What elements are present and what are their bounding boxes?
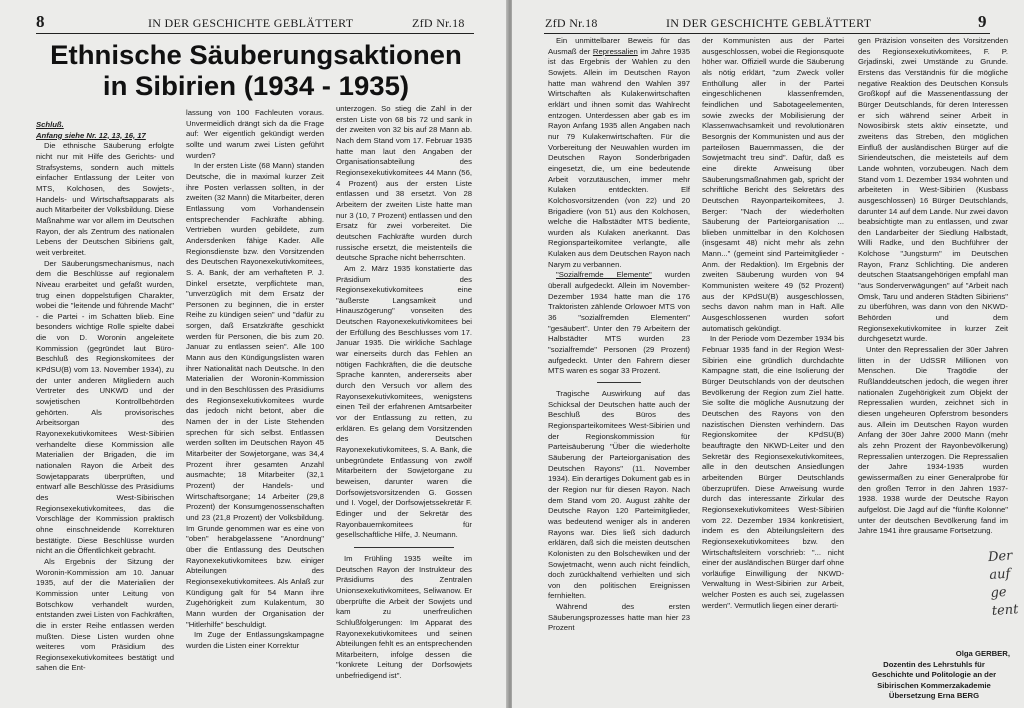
- left-issue-label: ZfD Nr.18: [412, 16, 465, 30]
- left-page: [0, 0, 508, 708]
- paragraph: gen Präzision vonseiten des Vorsitzenden des Regionsexekutivkomitees, F. P. Grjadinski, zwei Umstände zu Grunde. Erstens das Verständnis für die mögliche negative Reaktion des Deutschen Konsuls Großkopf auf die Massenentlassung der Bürger Deutschlands, für deren Interessen er sich während seiner Arbeit in Nowosibirsk stets aktiv einsetzte, und zweitens das Streben, den möglichen Einfluß der ausländischen Bürger auf die Siriendeutschen, die meisteteils auf dem Lande wohnten, vorzubeugen. Nach dem Stand vom 1. Dezember 1934 wohnten und arbeiteten in West-Sibirien (Kusbass ausgeschlossen) 16 Bürger Deutschlands, darunter 14 auf dem Lande. Nur zwei davon beabsichtigte man zu entlassen, und zwar den Landarbeiter der Siedlung Halbstadt, Willi Radke, und den Buchführer der Kolchose "Jungsturm" im Deutschen Rayon, Franz Schlichting. Die anderen deutschen Staatsangehörigen empfahl man "aus Sonderverwägungen" auf "Arbeit nach Omsk, Taru und anderen Städten Sibiriens" zu überführen, was dann von den NKWD-Behörden und dem Regionsexekutivkomitee in kurzer Zeit durchgesetzt wurde.: [858, 36, 1008, 344]
- paragraph: Die ethnische Säuberung erfolgte nicht nur mit Hilfe des Gerichts- und Strafsystems, sondern auch mittels einfacher Entlassung der Leiter von MTS, Kolchosen, des Sowjets-, Handels- und Wirtschaftsapparats als auch Mitarbeiter der Volksbildung. Diese Maßnahme war vor allem im Deutschen Rayon, der als Zentrum des nationalen Lebens der Deutschen Sibiriens galt, weit verbreitet.: [36, 141, 174, 257]
- continuation-reference: Anfang siehe Nr. 12, 13, 16, 17: [36, 130, 146, 140]
- author-title-1: Dozentin des Lehrstuhls für: [883, 659, 985, 669]
- left-page-number: 8: [36, 12, 45, 31]
- right-column-1: [548, 36, 690, 700]
- right-header-rule: [544, 33, 990, 34]
- left-header-rule: [36, 33, 474, 34]
- paragraph: Während des ersten Säuberungsprozesses hatte man hier 23 Prozent: [548, 602, 690, 633]
- paragraph: Unter den Repressalien der 30er Jahren litten in der UdSSR Millionen von Menschen. Die Tragödie der Rußlanddeutschen jedoch, die wegen ihrer nationalen Zugehörigkeit zum Objekt der Repressalien wurden, zeichnet sich in diesen ungeheuren Opferstrom besonders aus. Allein im Deutschen Rayon wurden Anfang der 30er Jahre 2000 Mann (mehr als zehn Prozent der Rayonbevölkerung) Repressalien unterzogen. Die Repressalien der Jahre 1934-1935 wurden gewissermaßen zu einer Generalprobe für den großen Terror in den Jahren 1937-1938. 1938 wurde der Deutsche Rayon aufgelöst. Die Jagd auf die "fünfte Kolonne" unter der deutschen Bevölkerung fand im Jahre 1941 ihre grausame Fortsetzung.: [858, 345, 1008, 536]
- paragraph: [548, 270, 690, 377]
- paragraph-text: Ein unmittelbarer Beweis für das Ausmaß der: [548, 36, 690, 56]
- paragraph: Im Zuge der Entlassungskampagne wurden die Listen einer Korrektur: [186, 630, 324, 650]
- article-headline: [32, 40, 481, 102]
- left-running-head: [0, 14, 508, 34]
- section-divider: [354, 547, 454, 548]
- author-title-2: Geschichte und Politologie an der: [871, 670, 997, 679]
- paragraph: der Kommunisten aus der Partei ausgeschlossen, wobei die Regionsquote höher war. Offiziell wurde die Säuberung als nötig erklärt, "zum Zweck voller Enthüllung aller in der Partei eingeschlichenen klassenfremden, feindlichen und Sabotageelementen, sowie zwecks der Mobilisierung der Klassenwachsamkeit und revolutionären Besorgnis der Kommunisten und aus der parteilosen Bauernmassen, die der Sowjetmacht treu sind". Dafür, daß es eine direkte Anweisung über Säuberungsmaßnahmen gab, spricht der schriftliche Bericht des Sekretärs des Deutschen Rayonparteikomitees, J. Berger: "Nach der wiederholten Säuberung der Parteiorganisation ... blieben unmittelbar in den Kolchosen (insgesamt 48) nicht mehr als zehn Mann..." (gemeint sind Parteimitglieder - Anm. der Redaktion). Im Ergebnis der zweiten Säuberung wurden von 94 Kommunisten weitere 49 (52 Prozent) aus der KPdSU(B) ausgeschlossen, sechs davon nahm man in Haft. Alle Ausgeschlossenen wurden sofort automatisch gekündigt.: [702, 36, 844, 333]
- underlined-term: "Sozialfremde Elemente": [556, 270, 652, 280]
- paragraph: unterzogen. So stieg die Zahl in der ersten Liste von 68 bis 72 und sank in der zweiten von 32 bis auf 28 Mann ab. Nach dem Stand vom 17. Februar 1935 hatte man laut den Angaben der Organisationsabteilung des Regionsexekutivkomitees 44 Mann (56, 4 Prozent) aus der ersten Liste entlassen und 38 ersetzt. Von 28 Arbeitern der zweiten Liste hatte man nur 3 (10, 7 Prozent) entlassen und den Ersatz für zwei vorbereitet. Die deutschen Fachkräfte wurden durch russische ersetzt, die meistenteils die deutsche Sprache nicht beherrschten.: [336, 104, 472, 263]
- underlined-term: Repressalien: [592, 46, 638, 56]
- paragraph: Am 2. März 1935 konstatierte das Präsidium des Regionsexekutivkomitees eine "äußerste Langsamkeit und Hinauszögerung" vonseiten des Deutschen Rayonexekutivkomitees bei der Erfüllung des Beschlusses vom 17. Januar 1935. Die wirkliche Sachlage war einerseits durch das Fehlen an nötigen Fachkräften, die die deutsche Sprache kannten, andererseits aber durch den Versuch vor allem des Rayonsexekutivkomitees, wenigstens einen Teil der erfahrenen Amtsarbeiter vor der Entlassung zu retten, zu erklären. Es gelang dem Vorsitzenden des Deutschen Rayonexekutivkomitees, S. A. Bank, die unbegründete Entlassung von zwölf Mitarbeitern der Sowjetorgane zu beweisen, darunter waren die Dorfsowjetsvorsitzenden G. Gossen und I. Vogel, der Dorfsowjetssekretär F. Edinger und der Sekretär des Rayonbauernkomitees für gesellschaftliche Hilfe, J. Neumann.: [336, 263, 472, 540]
- right-running-head: [512, 14, 1024, 34]
- paragraph-text: im Jahre 1935 ist das Ergebnis der Wahlen zu den Sowjets. Allein im Deutschen Rayon hatte man während den Wahlen 397 Wirtschaften als Kulakenwirtschaften erklärt und ihnen somit das Wahlrecht entzogen. Unterdessen aber gab es im Rayon Anfang 1935 allen Angaben nach nur 79 Kulakenwirtschaften. Für die Vorbereitung der Neuwahlen wurden im Deutschen Rayon Sonderbrigaden eingesetzt, die, um eine bedeutende Arbeit vorzutäuschen, immer mehr Kulaken entdeckten. Elf Kolchosvorsitzenden (von 22) und 20 Brigadiere (von 51) aus den Kolchosen, welche die Halbstädter MTS bediente, wurden als Kulaken anerkannt. Das Regionsparteikomitee verlangte, alle Kulaken aus dem Deutschen Rayon nach Narym zu verbannen.: [548, 46, 690, 269]
- author-signature: [858, 649, 1010, 702]
- left-column-2: [186, 108, 324, 698]
- right-page-number: 9: [978, 12, 987, 31]
- paragraph: Als Ergebnis der Sitzung der Woronin-Kommission am 10. Januar 1935, auf der die Materialien der Kommission unter Leitung von Botschkow verhandelt wurden, entstanden zwei Listen von Fachkräften, die in erster Reihe entlassen werden mußten. Diese Listen wurden ohne weiteres vom Präsidium des Regionsexekutivkomitees bestätigt und sahen die Ent-: [36, 556, 174, 673]
- right-column-3: [858, 36, 1008, 646]
- headline-line-2: in Sibirien (1934 - 1935): [102, 71, 410, 101]
- paragraph: Im Frühling 1935 weilte im Deutschen Rayon der Instrukteur des Präsidiums des Zentralen Unionsexekutivkomitees, Seliwanow. Er überprüfte die Arbeit der Sowjets und kam zu unerfreulichen Schlußfolgerungen: Im Apparat des Rayonexekutivkomitees und seinen Abteilungen fehlt es an entsprechenden Mitarbeitern, infolge dessen die "konkrete Leitung der Dorfsowjets unbefriedigend ist".: [336, 553, 472, 681]
- paragraph-text: wurden überall aufgedeckt. Allein im November-Dezember 1934 hatte man die 176 Traktoristen zählende Orlowoer MTS von 36 "sozialfremden Elementen" "gesäubert". Unter den 79 Arbeitern der Halbstädter MTS wurden 23 "sozialfremde" Personen (29 Prozent) aufgedeckt. Unter den Fahrern dieser MTS waren es sogar 33 Prozent.: [548, 270, 690, 376]
- left-column-1: [36, 120, 174, 695]
- paragraph: In der Periode vom Dezember 1934 bis Februar 1935 fand in der Region West-Sibirien eine gründlich durchdachte Kampagne statt, die eine Isolierung der Bürger Deutschlands von der deutschen Bevölkerung der Region zum Ziel hatte. Sie sollte die mögliche Ausnutzung der Deutschen des Rayons von den nazistischen Diensten verhindern. Das Regionskomitee der KPdSU(B) beauftragte den NKWD-Leiter und den Sekretär des Regionsexekutivkomitees, alle in den deutschen Ansiedlungen arbeitenden Bürger Deutschlands überzuprüfen. Diese Anweisung wurde durch das interessante Zirkular des Regionsexekutivkomitees West-Sibirien vom 22. Dezember 1934 konkretisiert, indem es den Abteilungsleitern des Regionsexekutivkomitees bzw. den Wirtschaftsleitern vorschrieb: "... nicht einer der ausländischen Bürger darf ohne vorläufige Einwilligung der NKWD-Verwaltung in West-Sibirien zur Arbeit, welcher Posten es auch sei, zugelassen werden". Vermutlich liegen einer derarti-: [702, 334, 844, 610]
- paragraph: lassung von 100 Fachleuten voraus. Unvermeidlich drängt sich da die Frage auf: Wer eigentlich gekündigt werden sollte und warum zwei Listen geführt wurden?: [186, 108, 324, 160]
- left-column-3: [336, 104, 472, 698]
- paragraph: Tragische Auswirkung auf das Schicksal der Deutschen hatte auch der Beschluß des Büros des Regionsparteikomitees West-Sibirien und der Regionskommission für Parteisäuberung "Über die wiederholte Säuberung der Parteiorganisation des Deutschen Rayons" (11. November 1934). Ein derartiges Dokument gab es in der Region nur für diesen Rayon. Nach dem Stand vom 20. August zählte der Deutsche Rayon 120 Parteimitglieder, was bedeutend weniger als in anderen Rayons war. Dies ließ sich dadurch erklären, daß sich die meisten deutschen Kolonisten zu den Bolschewiken und der Sowjetmacht, wenn auch nicht feindlich, doch zurückhaltend verhielten und sich von den politischen Ereignissen fernhielten.: [548, 389, 690, 601]
- section-divider: [597, 382, 641, 383]
- left-section-title: IN DER GESCHICHTE GEBLÄTTERT: [148, 16, 354, 30]
- paragraph: Der Säuberungsmechanismus, nach dem die Beschlüsse auf regionalem Niveau erarbeitet und gefaßt wurden, trug einen doppelstufigen Charakter, wobei die "leitende und führende Macht" - die Partei - im Schatten blieb. Eine besonders wichtige Rolle spielte dabei die von D. Woronin angeleitete Kommission (gegründet laut Büro-Beschluß des Regionskomitees der KPdSU(B) vom 13. November 1934), zu der unter anderen Mitgliedern auch Vertreter des UNKWD und der sowjetischen Kontrollbehörden gehörten. Als provisorisches Arbeitsorgan des Rayonexekutivkomitees West-Sibirien verhandelte diese Kommission alle Materialien der Brigaden, die im nationalen Rayon die Arbeit des Sowjetapparats überprüften, und entwarf alle Beschlüsse des Präsidiums des West-Sibirischen Regionsexekutivkomitees, das die Vorschläge der Kommission praktisch ohne einschneidende Korrekturen bestätigte. Diese Beschlüsse wurden nicht an die Öffentlichkeit gebracht.: [36, 258, 174, 556]
- headline-line-1: Ethnische Säuberungsaktionen: [50, 40, 462, 70]
- right-column-2: [702, 36, 844, 700]
- right-issue-label: ZfD Nr.18: [545, 16, 598, 30]
- translator-credit: Übersetzung Erna BERG: [888, 691, 980, 700]
- paragraph: [548, 36, 690, 270]
- handwritten-note: Der auf ge tent: [987, 548, 1019, 619]
- author-title-3: Sibirischen Kommerzakademie: [877, 680, 991, 690]
- paragraph: In der ersten Liste (68 Mann) standen Deutsche, die in maximal kurzer Zeit ihre Posten verlassen sollten, in der zweiten (32 Mann) die Mitarbeiter, deren Entlassung vom Vorhandensein entsprechender Fachkräfte abhing. Vertrieben wurden gebildete, zum Andersdenken fähige Kader. Alle Regionsdienste bzw. den Vorsitzenden des Deutschen Rayonexekutivkomitees, S. A. Bank, der am verhafteten P. J. Dinkel ersetzte, verpflichtete man, "unverzüglich mit dem Ersatz der Personen zu beginnen, die in erster Reihe zu kündigen seien" und "dafür zu sorgen, daß Ersatzkräfte geschickt werden für Personen, die bis zum 20. Januar zu entlassen seien". Alle 100 Mann aus den Kündigungslisten waren ihrer Nationalität nach Deutsche. In den Materialien der Woronin-Kommission und in den Beschlüssen des Präsidiums des Regionsexekutivkomitees wurde das jedoch nicht betont, aber die Namen der in der Liste Stehenden sprechen für sich selbst. Entlassen werden sollten im Deutschen Rayon 45 Mitarbeiter der Sowjetorgane, was 34,4 Prozent ihrer gesamten Anzahl ausmachte; 18 Mitarbeiter (32,1 Prozent) der Handels- und Wirtschaftsorgane; 14 Arbeiter (29,8 Prozent) der Konsumgenossenschaften und 23 (21,8 Prozent) der Volksbildung. Im Grunde genommen war es eine von "oben" herabgelassene "Anordnung" über die Entlassung des Deutschen Rayonexekutivkomitees bzw. einiger Abteilungen des Regionsexekutivkomitees. Als Anlaß zur Kündigung galt für 54 Mann ihre Zugehörigkeit zum Kulakentum, 30 Mann wurden der Organisation der "Hitlerhilfe" beschuldigt.: [186, 161, 324, 629]
- continuation-note: Schluß.: [36, 120, 64, 129]
- right-section-title: IN DER GESCHICHTE GEBLÄTTERT: [666, 16, 872, 30]
- author-name: Olga GERBER,: [955, 649, 1010, 658]
